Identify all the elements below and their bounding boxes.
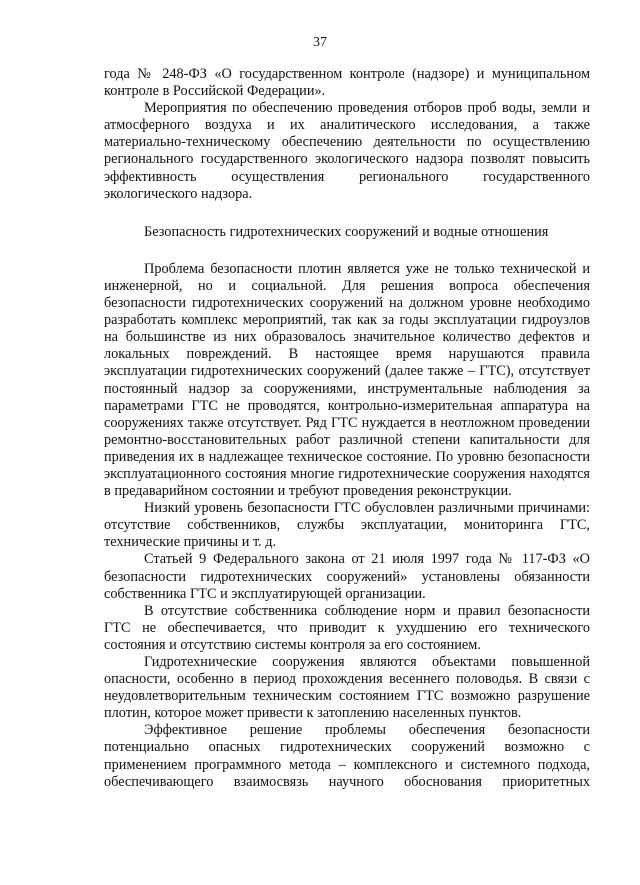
document-body [104,66,590,791]
paragraph-low-safety-causes: Низкий уровень безопасности ГТС обусловлен различными причинами: отсутствие собственников, службы эксплуатации, мониторинга ГТС, технические причины и т. д. [104,500,590,551]
paragraph-flood-danger: Гидротехнические сооружения являются объектами повышенной опасности, особенно в период прохождения весеннего половодья. В связи с неудовлетворительным техническим состоянием ГТС возможно разрушение плотин, которое может привести к затоплению населенных пунктов. [104,654,590,722]
section-heading: Безопасность гидротехнических сооружений и водные отношения [144,223,549,240]
paragraph-absent-owner: В отсутствие собственника соблюдение норм и правил безопасности ГТС не обеспечивается, что приводит к ухудшению его технического состояния и отсутствию системы контроля за его состоянием. [104,602,590,653]
paragraph-dam-safety-problem: Проблема безопасности плотин является уже не только технической и инженерной, но и социальной. Для решения вопроса обеспечения безопасности гидротехнических сооружений на должном уровне необходимо разработать комплекс мероприятий, так как за годы эксплуатации гидроузлов на большинстве из них образовалось значительное количество дефектов и локальных повреждений. В настоящее время нарушаются правила эксплуатации гидротехнических сооружений (далее также – ГТС), отсутствует постоянный надзор за сооружениями, инструментальные наблюдения за параметрами ГТС не проводятся, контрольно-измерительная аппаратура на сооружениях также отсутствует. Ряд ГТС нуждается в неотложном проведении ремонтно-восстановительных работ различной степени капитальности для приведения их в надлежащее техническое состояние. По уровню безопасности эксплуатационного состояния многие гидротехнические сооружения находятся в предаварийном состоянии и требуют проведения реконструкции. [104,260,590,500]
paragraph-law-reference: года № 248-ФЗ «О государственном контроле (надзоре) и муниципальном контроле в Российской Федерации». [104,66,590,100]
paragraph-monitoring-measures: Мероприятия по обеспечению проведения отборов проб воды, земли и атмосферного воздуха и их аналитического исследования, а также материально-техническому обеспечению деятельности по осуществлению регионального государственного экологического надзора позволят повысить эффективность осуществления регионального государственного экологического надзора. [104,100,590,202]
paragraph-program-method: Эффективное решение проблемы обеспечения безопасности потенциально опасных гидротехнических сооружений возможно с применением программного метода – комплексного и системного подхода, обеспечивающего взаимосвязь научного обоснования приоритетных [104,722,590,790]
page-number: 37 [313,35,327,50]
paragraph-federal-law-article: Статьей 9 Федерального закона от 21 июля 1997 года № 117-ФЗ «О безопасности гидротехнических сооружений» установлены обязанности собственника ГТС и эксплуатирующей организации. [104,551,590,602]
